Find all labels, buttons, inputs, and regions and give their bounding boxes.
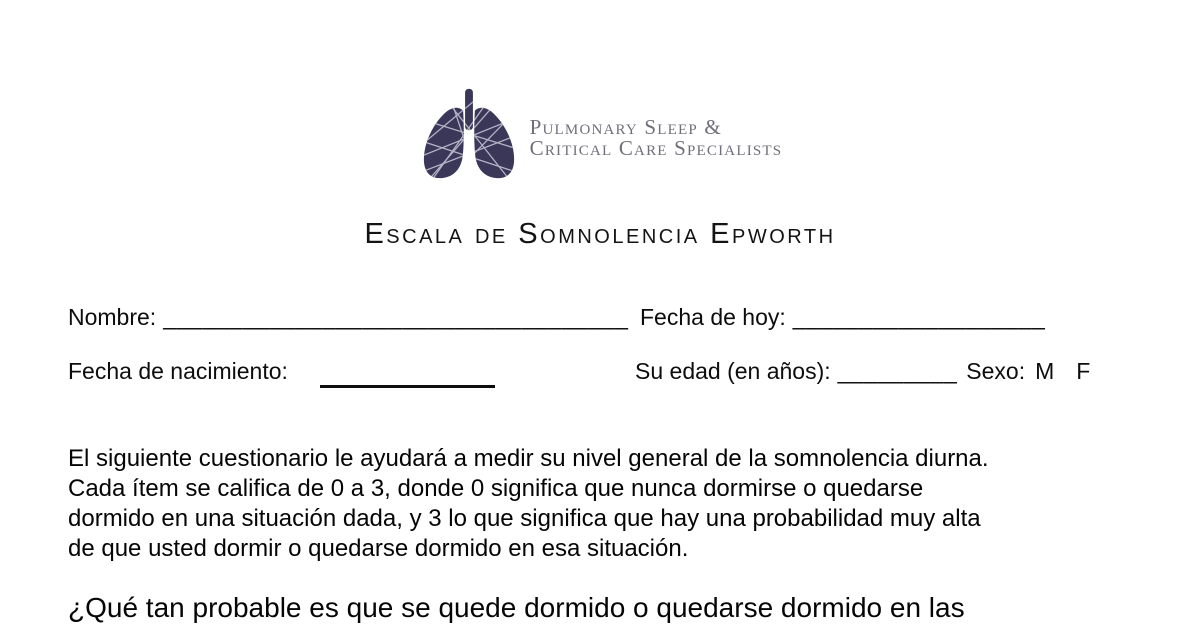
intro-line: El siguiente cuestionario le ayudará a medir su nivel general de la somnolencia diurna. [68, 445, 989, 472]
clinic-logo [0, 88, 1200, 184]
clinic-name-line2: Critical Care Specialists [529, 136, 783, 160]
intro-line: Cada ítem se califica de 0 a 3, donde 0 significa que nunca dormirse o quedarse [68, 475, 924, 502]
today-blank: ___________________ [792, 304, 1046, 330]
form-title: Escala de Somnolencia Epworth [364, 218, 836, 250]
dob-blank-line [320, 385, 495, 388]
dob-label: Fecha de nacimiento: [68, 358, 288, 384]
sex-option-f: F [1076, 358, 1091, 384]
sex-label: Sexo: [966, 358, 1026, 384]
today-group [640, 304, 1045, 331]
lungs-shape [424, 89, 514, 178]
clinic-name [530, 113, 783, 159]
age-label: Su edad (en años): [635, 358, 831, 384]
age-blank: _________ [837, 358, 958, 384]
name-date-row [68, 304, 1148, 331]
dob-age-sex-row [68, 358, 1148, 385]
intro-line: de que usted dormir o quedarse dormido en esa situación. [68, 535, 689, 562]
today-label: Fecha de hoy: [640, 304, 786, 330]
name-blank: ___________________________________ [163, 304, 629, 330]
intro-paragraph [68, 444, 1158, 564]
name-label: Nombre: [68, 304, 157, 330]
lungs-logo-icon [418, 88, 520, 184]
sex-option-m: M [1035, 358, 1055, 384]
clinic-name-line1: Pulmonary Sleep & [529, 115, 722, 139]
intro-line: dormido en una situación dada, y 3 lo que significa que hay una probabilidad muy alta [68, 505, 981, 532]
question-intro: ¿Qué tan probable es que se quede dormido o quedarse dormido en las [68, 592, 965, 623]
age-sex-group [635, 358, 1090, 385]
